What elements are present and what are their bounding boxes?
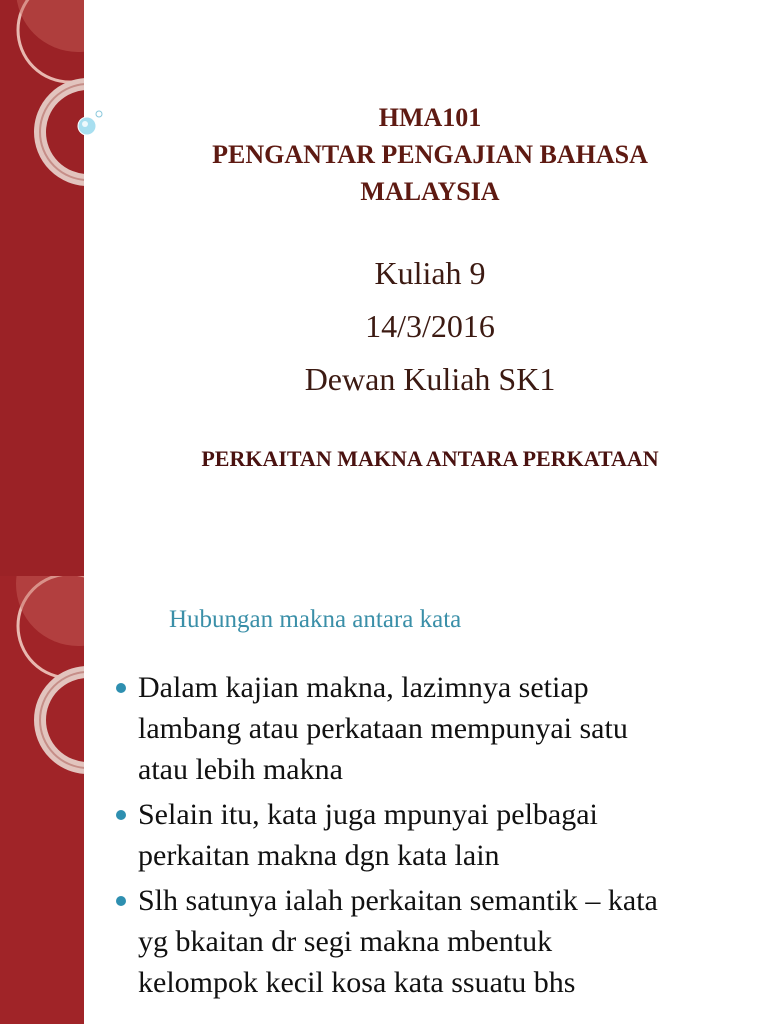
slide-subheading: Hubungan makna antara kata xyxy=(169,606,462,633)
bullet-icon xyxy=(116,896,126,906)
bullet-icon xyxy=(116,683,126,693)
bullet-list xyxy=(116,667,756,1007)
bullet-icon xyxy=(116,810,126,820)
lecture-date: 14/3/2016 xyxy=(365,308,495,344)
ring-icon xyxy=(40,672,84,768)
decorative-rings-graphic xyxy=(0,576,84,1024)
ring-fill-icon xyxy=(16,0,84,52)
bullet-line: Selain itu, kata juga mpunyai pelbagai xyxy=(138,798,598,831)
bullet-line: lambang atau perkataan mempunyai satu xyxy=(138,712,628,745)
bullet-line: kelompok kecil kosa kata ssuatu bhs xyxy=(138,966,576,999)
ring-fill-icon xyxy=(16,576,84,646)
course-title-line1: PENGANTAR PENGAJIAN BAHASA xyxy=(212,140,648,169)
bullet-line: Slh satunya ialah perkaitan semantik – kata xyxy=(138,884,658,917)
lecture-number: Kuliah 9 xyxy=(374,255,486,291)
lecture-info xyxy=(92,247,768,406)
slide-title xyxy=(92,99,768,210)
bullet-item xyxy=(116,880,756,1003)
lecture-venue: Dewan Kuliah SK1 xyxy=(304,361,556,397)
lecture-topic: PERKAITAN MAKNA ANTARA PERKATAAN xyxy=(201,446,659,471)
decorative-sidebar xyxy=(0,0,84,576)
decorative-sidebar xyxy=(0,576,84,1024)
bullet-line: atau lebih makna xyxy=(138,753,343,786)
bullet-item xyxy=(116,667,756,790)
bullet-line: Dalam kajian makna, lazimnya setiap xyxy=(138,671,589,704)
bullet-line: perkaitan makna dgn kata lain xyxy=(138,839,500,872)
bullet-line: yg bkaitan dr segi makna mbentuk xyxy=(138,925,553,958)
course-code: HMA101 xyxy=(378,103,482,132)
decorative-rings-graphic xyxy=(0,0,84,576)
course-title-line2: MALAYSIA xyxy=(360,177,500,206)
bullet-item xyxy=(116,794,756,876)
